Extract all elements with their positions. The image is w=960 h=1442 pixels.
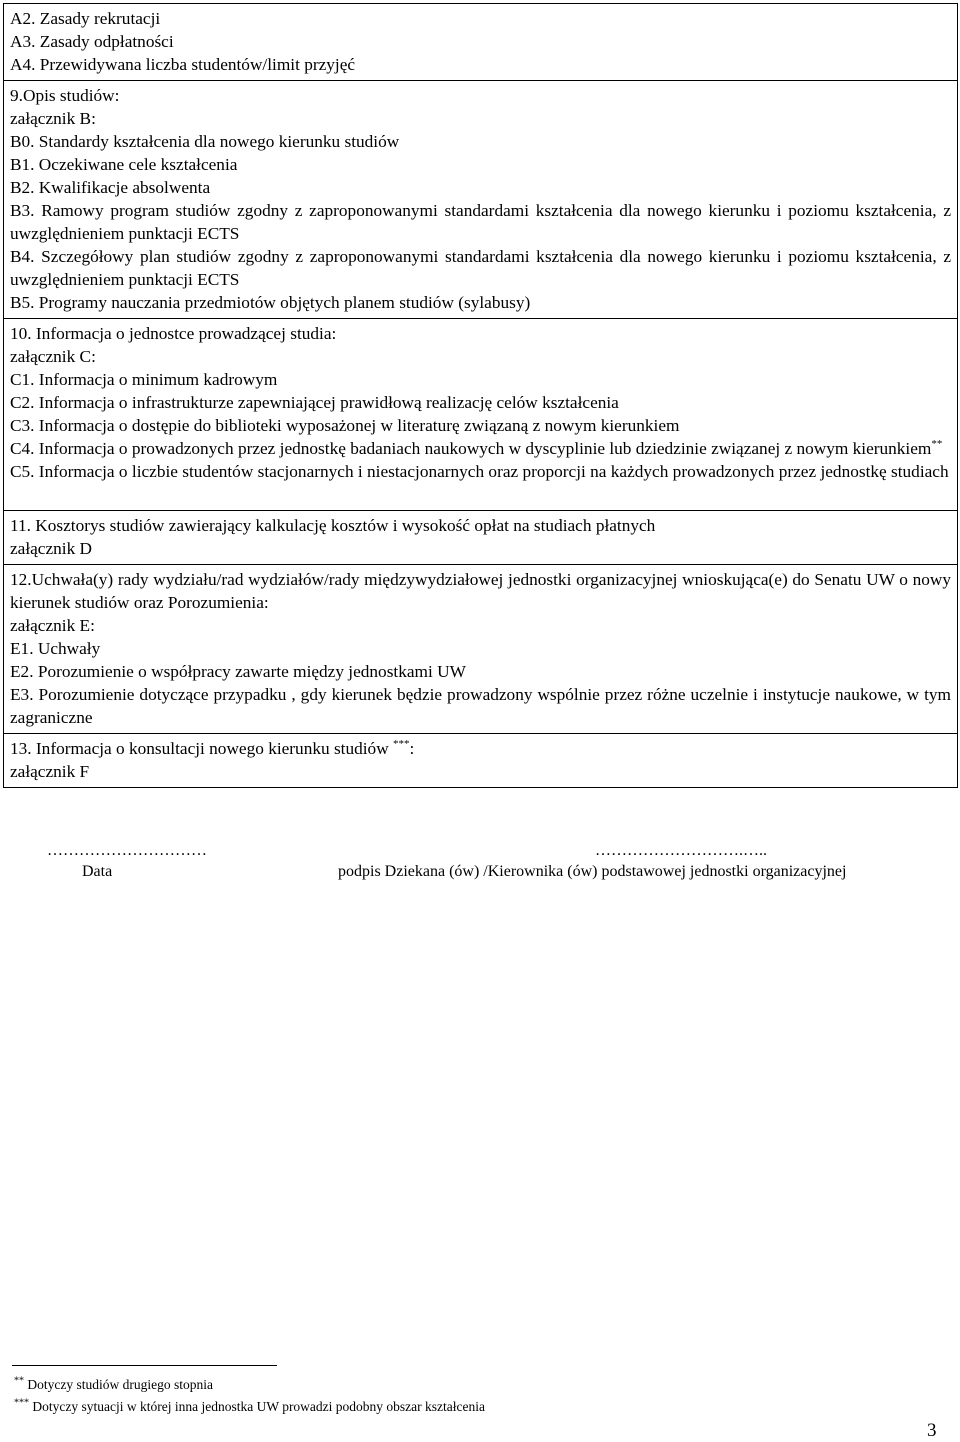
footnote-2 xyxy=(14,1399,485,1415)
item-b0: B0. Standardy kształcenia dla nowego kierunku studiów xyxy=(10,132,400,151)
section-9-heading: 9.Opis studiów: xyxy=(10,86,120,105)
date-label: Data xyxy=(82,863,113,880)
item-c5: C5. Informacja o liczbie studentów stacjonarnych i niestacjonarnych oraz proporcji na każdych prowadzonych przez jednostkę studiach xyxy=(10,462,949,481)
footnote-1 xyxy=(14,1377,213,1393)
page-number: 3 xyxy=(927,1420,937,1441)
item-b1: B1. Oczekiwane cele kształcenia xyxy=(10,155,238,174)
footnote-2-text: Dotyczy sytuacji w której inna jednostka UW prowadzi podobny obszar kształcenia xyxy=(32,1399,485,1414)
table-row xyxy=(4,4,958,81)
item-b2: B2. Kwalifikacje absolwenta xyxy=(10,178,211,197)
footnote-separator xyxy=(12,1365,277,1366)
attachment-c-label: załącznik C: xyxy=(10,347,96,366)
attachment-e-label: załącznik E: xyxy=(10,616,95,635)
footnote-ref-3: *** xyxy=(393,738,410,751)
item-c2: C2. Informacja o infrastrukturze zapewniającej prawidłową realizację celów kształcenia xyxy=(10,393,619,412)
section-12-heading: 12.Uchwała(y) rady wydziału/rad wydziałów/rady międzywydziałowej jednostki organizacyjnej wnioskująca(e) do Senatu UW o nowy kierunek studiów oraz Porozumienia: xyxy=(10,570,951,612)
date-dotted-line: ………………………… xyxy=(47,842,207,859)
table-row xyxy=(4,511,958,565)
table-row xyxy=(4,319,958,511)
section-12-cell xyxy=(4,565,958,734)
item-e3: E3. Porozumienie dotyczące przypadku , gdy kierunek będzie prowadzony wspólnie przez różne uczelnie i instytucje naukowe, w tym zagraniczne xyxy=(10,685,951,727)
footnote-2-mark: *** xyxy=(14,1397,29,1409)
item-b5: B5. Programy nauczania przedmiotów objętych planem studiów (sylabusy) xyxy=(10,293,531,312)
item-c4-text: C4. Informacja o prowadzonych przez jednostkę badaniach naukowych w dyscyplinie lub dziedzinie związanej z nowym kierunkiem xyxy=(10,439,932,458)
section-13-heading-text: 13. Informacja o konsultacji nowego kierunku studiów xyxy=(10,739,389,758)
footnote-ref-2: ** xyxy=(931,438,943,451)
attachment-d-label: załącznik D xyxy=(10,539,93,558)
item-a4: A4. Przewidywana liczba studentów/limit przyjęć xyxy=(10,55,356,74)
item-e2: E2. Porozumienie o współpracy zawarte między jednostkami UW xyxy=(10,662,466,681)
section-9-cell xyxy=(4,81,958,319)
attachment-f-label: załącznik F xyxy=(10,762,90,781)
attachment-b-label: załącznik B: xyxy=(10,109,96,128)
table-row xyxy=(4,81,958,319)
blank-line xyxy=(10,483,951,506)
item-c1: C1. Informacja o minimum kadrowym xyxy=(10,370,278,389)
item-c4 xyxy=(10,437,951,460)
item-b3: B3. Ramowy program studiów zgodny z zaproponowanymi standardami kształcenia dla nowego kierunku i poziomu kształcenia, z uwzględnieniem punktacji ECTS xyxy=(10,201,951,243)
table-row xyxy=(4,565,958,734)
section-10-cell xyxy=(4,319,958,511)
section-10-heading: 10. Informacja o jednostce prowadzącej studia: xyxy=(10,324,337,343)
section-13-cell xyxy=(4,734,958,788)
item-c3: C3. Informacja o dostępie do biblioteki wyposażonej w literaturę związaną z nowym kierunkiem xyxy=(10,416,680,435)
table-row xyxy=(4,734,958,788)
section-a-cell xyxy=(4,4,958,81)
section-13-heading-colon: : xyxy=(409,739,415,758)
section-13-heading xyxy=(10,737,951,760)
document-table xyxy=(3,3,958,788)
signature-dotted-line: ……………………….….. xyxy=(595,842,767,859)
item-a3: A3. Zasady odpłatności xyxy=(10,32,174,51)
item-a2: A2. Zasady rekrutacji xyxy=(10,9,161,28)
item-e1: E1. Uchwały xyxy=(10,639,101,658)
footnote-1-mark: ** xyxy=(14,1375,24,1387)
section-11-heading: 11. Kosztorys studiów zawierający kalkulację kosztów i wysokość opłat na studiach płatnych xyxy=(10,516,656,535)
item-b4: B4. Szczegółowy plan studiów zgodny z zaproponowanymi standardami kształcenia dla nowego kierunku i poziomu kształcenia, z uwzględnieniem punktacji ECTS xyxy=(10,247,951,289)
section-11-cell xyxy=(4,511,958,565)
signature-label: podpis Dziekana (ów) /Kierownika (ów) podstawowej jednostki organizacyjnej xyxy=(338,863,847,880)
footnote-1-text: Dotyczy studiów drugiego stopnia xyxy=(27,1377,213,1392)
